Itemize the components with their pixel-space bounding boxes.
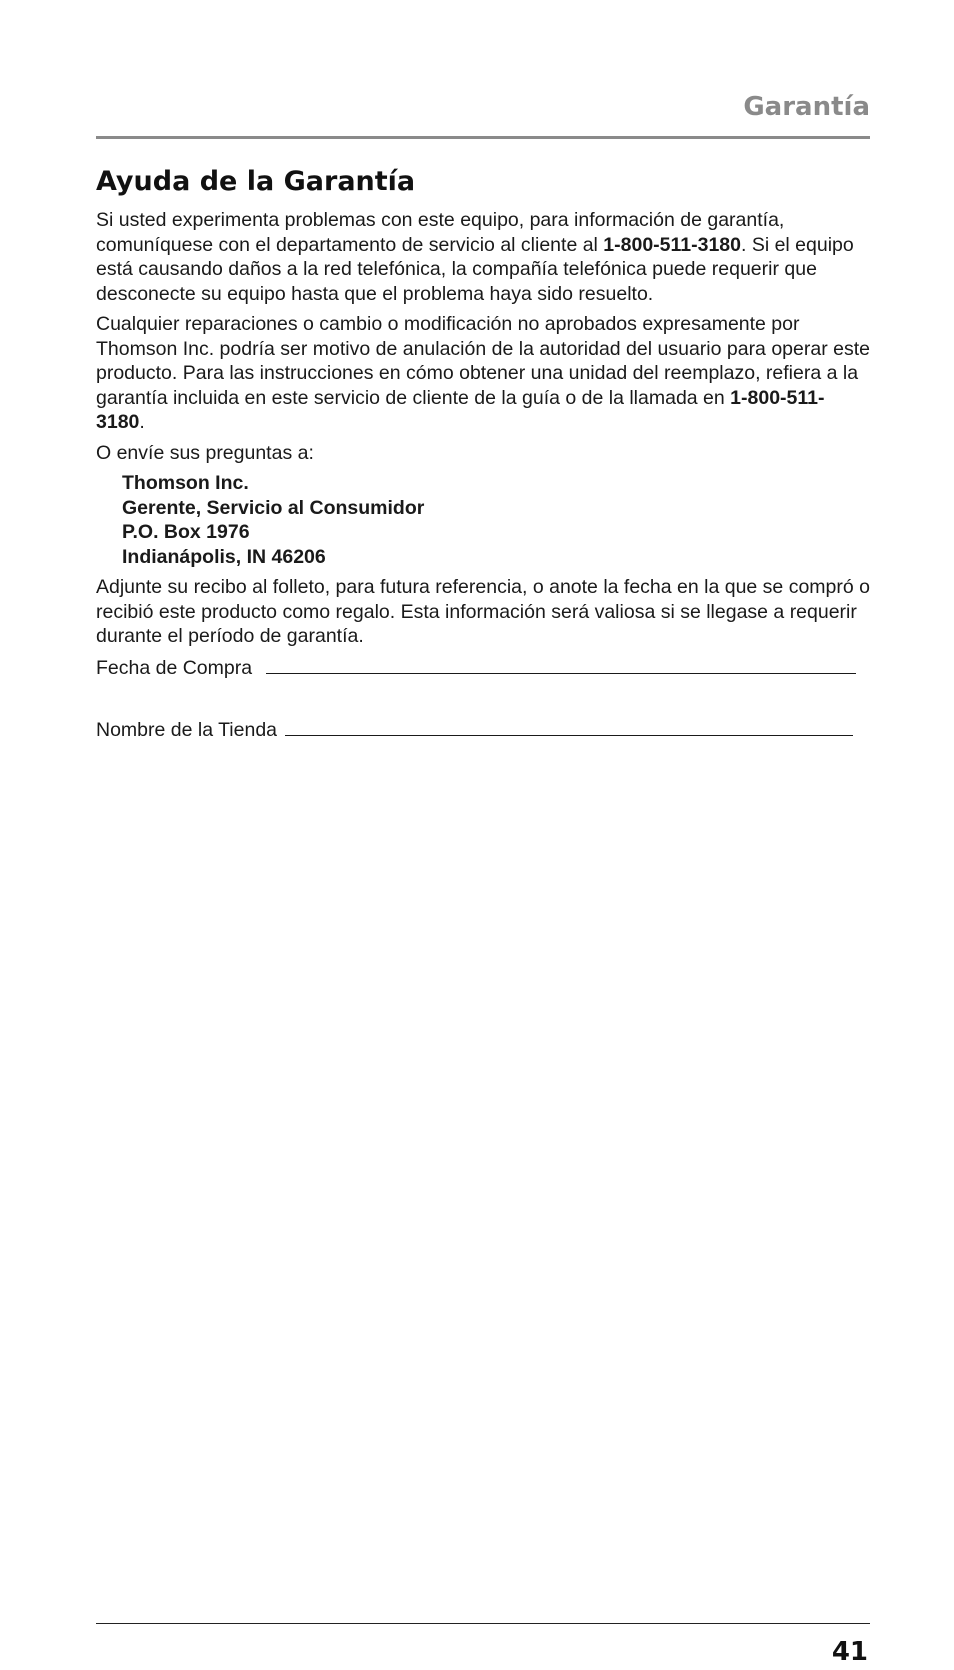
phone-number: 1-800-511-3180 <box>603 233 741 256</box>
purchase-date-label: Fecha de Compra <box>96 656 253 679</box>
warranty-contact-paragraph <box>96 208 870 306</box>
purchase-date-blank[interactable] <box>266 655 856 674</box>
address-line-company: Thomson Inc. <box>122 472 249 494</box>
address-line-po-box: P.O. Box 1976 <box>122 521 250 543</box>
header-rule <box>96 136 870 139</box>
body-content <box>96 208 870 743</box>
paragraph-text: Si usted experimenta problemas con este equipo, para información de garantía, comuníquese con el departamento de servicio al cliente al <box>96 209 785 256</box>
paragraph-text: . <box>139 411 145 433</box>
store-name-blank[interactable] <box>285 717 853 736</box>
purchase-date-row <box>96 655 870 681</box>
receipt-paragraph: Adjunte su recibo al folleto, para futura referencia, o anote la fecha en la que se compró o recibió este producto como regalo. Esta información será valiosa si se llegase a requerir durante el período de garantía. <box>96 576 870 647</box>
store-name-label: Nombre de la Tienda <box>96 719 278 741</box>
mailing-address <box>122 471 870 569</box>
running-header: Garantía <box>743 92 870 122</box>
paragraph-text: Cualquier reparaciones o cambio o modificación no aprobados expresamente por Thomson Inc. podría ser motivo de anulación de la autoridad del usuario para operar este producto. Para las instrucciones en cómo obtener una unidad del reemplazo, refiera a la garantía incluida en este servicio de cliente de la guía o de la llamada en <box>96 313 870 409</box>
address-line-city: Indianápolis, IN 46206 <box>122 545 326 568</box>
store-name-row <box>96 717 870 743</box>
page-number: 41 <box>831 1637 868 1667</box>
send-questions-paragraph: O envíe sus preguntas a: <box>96 441 314 464</box>
document-page <box>96 0 870 1670</box>
footer-rule <box>96 1623 870 1624</box>
modification-notice-paragraph <box>96 312 870 435</box>
paragraph-text: . Si el equipo está causando daños a la red telefónica, la compañía telefónica puede requerir que desconecte su equipo hasta que el problema haya sido resuelto. <box>96 233 854 305</box>
address-line-department: Gerente, Servicio al Consumidor <box>122 496 425 519</box>
phone-number: 1-800-511-3180 <box>96 386 825 433</box>
section-title: Ayuda de la Garantía <box>96 166 416 197</box>
